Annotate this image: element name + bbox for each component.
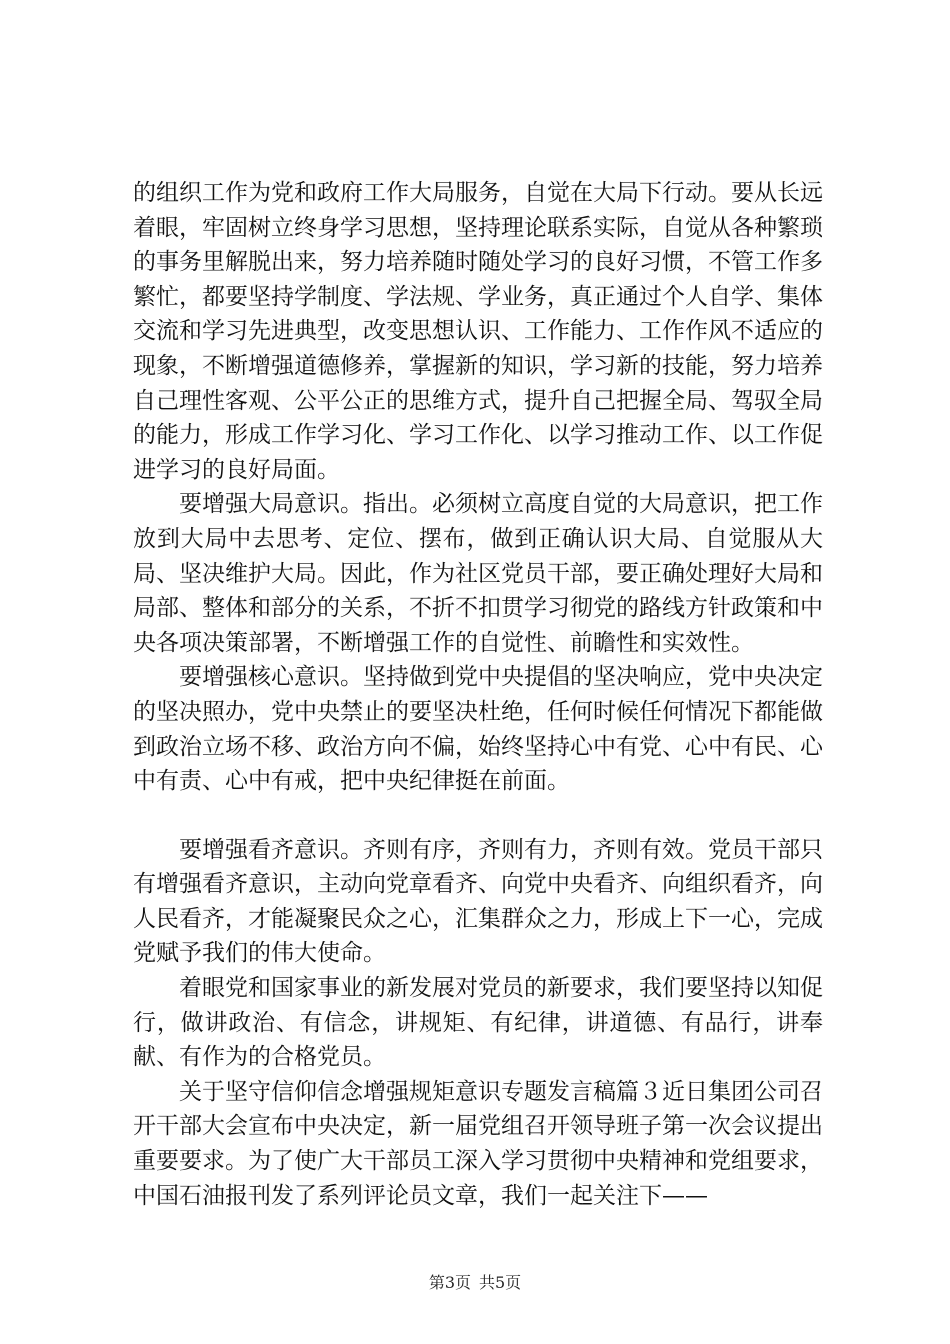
paragraph-5: 着眼党和国家事业的新发展对党员的新要求，我们要坚持以知促行，做讲政治、有信念，讲规矩、有纪律，讲道德、有品行，讲奉献、有作为的合格党员。 (133, 975, 823, 1071)
document-body (133, 176, 823, 1213)
page-total: 共5页 (479, 1273, 522, 1292)
page-footer (0, 1273, 950, 1293)
paragraph-spacer (133, 799, 823, 833)
page-number: 第3页 (428, 1273, 471, 1292)
paragraph-1: 的组织工作为党和政府工作大局服务，自觉在大局下行动。要从长远着眼，牢固树立终身学习思想，坚持理论联系实际，自觉从各种繁琐的事务里解脱出来，努力培养随时随处学习的良好习惯，不管工作多繁忙，都要坚持学制度、学法规、学业务，真正通过个人自学、集体交流和学习先进典型，改变思想认识、工作能力、工作作风不适应的现象，不断增强道德修养，掌握新的知识，学习新的技能，努力培养自己理性客观、公平公正的思维方式，提升自己把握全局、驾驭全局的能力，形成工作学习化、学习工作化、以学习推动工作、以工作促进学习的良好局面。 (133, 180, 823, 483)
paragraph-4: 要增强看齐意识。齐则有序，齐则有力，齐则有效。党员干部只有增强看齐意识，主动向党章看齐、向党中央看齐、向组织看齐，向人民看齐，才能凝聚民众之心，汇集群众之力，形成上下一心，完成党赋予我们的伟大使命。 (133, 836, 823, 967)
paragraph-2: 要增强大局意识。指出。必须树立高度自觉的大局意识，把工作放到大局中去思考、定位、摆布，做到正确认识大局、自觉服从大局、坚决维护大局。因此，作为社区党员干部，要正确处理好大局和局部、整体和部分的关系，不折不扣贯学习彻党的路线方针政策和中央各项决策部署，不断增强工作的自觉性、前瞻性和实效性。 (133, 491, 823, 656)
paragraph-3: 要增强核心意识。坚持做到党中央提倡的坚决响应，党中央决定的坚决照办，党中央禁止的要坚决杜绝，任何时候任何情况下都能做到政治立场不移、政治方向不偏，始终坚持心中有党、心中有民、心中有责、心中有戒，把中央纪律挺在前面。 (133, 664, 823, 795)
paragraph-6: 关于坚守信仰信念增强规矩意识专题发言稿篇３近日集团公司召开干部大会宣布中央决定，新一届党组召开领导班子第一次会议提出重要要求。为了使广大干部员工深入学习贯彻中央精神和党组要求，中国石油报刊发了系列评论员文章，我们一起关注下—— (133, 1078, 823, 1209)
